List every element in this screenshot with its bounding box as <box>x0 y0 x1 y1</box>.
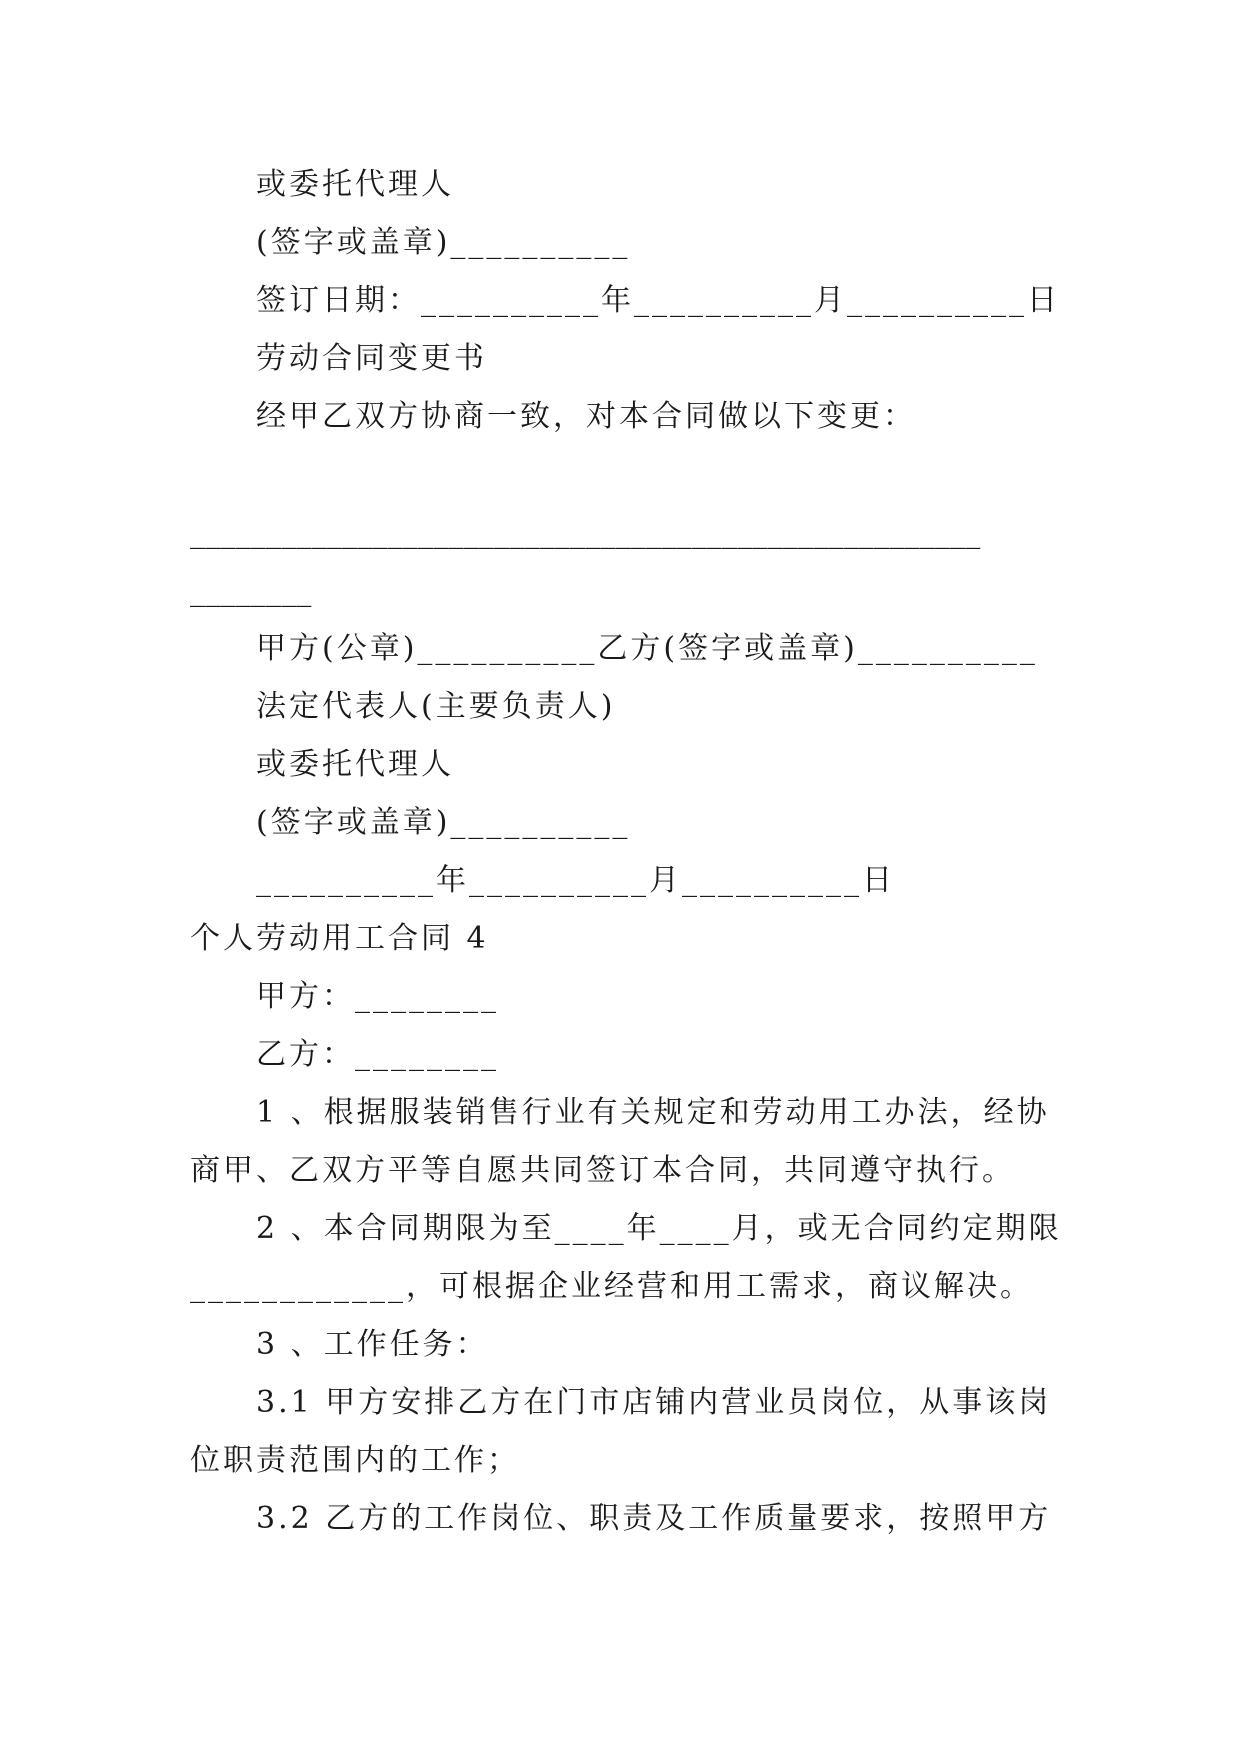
blank-line-long: ____________________________________________________ <box>190 515 981 550</box>
text-line-signature-2: (签字或盖章)__________ <box>256 805 631 840</box>
text-line-agreement: 经甲乙双方协商一致，对本合同做以下变更： <box>256 399 916 434</box>
clause-3-1-line-2: 位职责范围内的工作； <box>190 1443 520 1478</box>
clause-2-line-2: ____________，可根据企业经营和用工需求，商议解决。 <box>190 1269 1033 1304</box>
text-line-date-2: __________年__________月__________日 <box>256 863 895 898</box>
text-line-agent: 或委托代理人 <box>256 167 454 202</box>
section-title-contract-4: 个人劳动用工合同 4 <box>190 921 489 956</box>
text-line-agent-2: 或委托代理人 <box>256 747 454 782</box>
clause-3-2-line-1: 3.2 乙方的工作岗位、职责及工作质量要求，按照甲方 <box>256 1501 1052 1536</box>
text-line-signature: (签字或盖章)__________ <box>256 225 631 260</box>
blank-line-short: ________ <box>190 573 312 608</box>
clause-1-line-1: 1 、根据服装销售行业有关规定和劳动用工办法，经协 <box>256 1095 1050 1130</box>
clause-2-line-1: 2 、本合同期限为至____年____月，或无合同约定期限 <box>256 1211 1062 1246</box>
text-line-parties-sign: 甲方(公章)__________乙方(签字或盖章)__________ <box>256 631 1038 666</box>
clause-3-heading: 3 、工作任务： <box>256 1327 489 1362</box>
text-line-sign-date: 签订日期：__________年__________月__________日 <box>256 283 1060 318</box>
text-line-party-b: 乙方：________ <box>256 1037 499 1072</box>
text-line-party-a: 甲方：________ <box>256 979 499 1014</box>
clause-1-line-2: 商甲、乙双方平等自愿共同签订本合同，共同遵守执行。 <box>190 1153 1015 1188</box>
section-title-amendment: 劳动合同变更书 <box>256 341 487 376</box>
text-line-legal-rep: 法定代表人(主要负责人) <box>256 689 616 724</box>
clause-3-1-line-1: 3.1 甲方安排乙方在门市店铺内营业员岗位，从事该岗 <box>256 1385 1052 1420</box>
